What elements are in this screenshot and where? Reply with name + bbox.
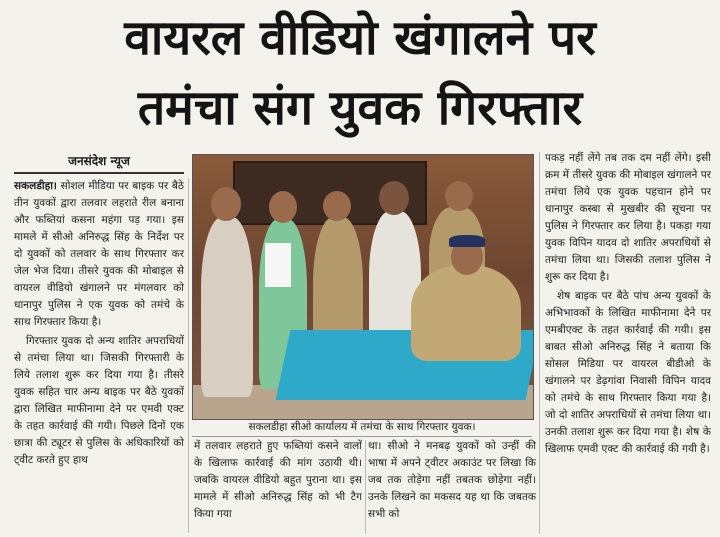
headline-line-2: तमंचा संग युवक गिरफ्तार bbox=[137, 80, 583, 136]
police-officer-1-head bbox=[323, 191, 351, 221]
officer-cap bbox=[449, 235, 485, 247]
paragraph-1-text: सोशल मीडिया पर बाइक पर बैठे तीन युवकों द्वारा तलवार लहराते रील बनाना और फब्तियां कसना महंगा पड़ गया। इस मामले में सीओ अनिरुद्ध सिंह के निर्देश पर दो युवकों को तलवार के साथ गिरफ्तार कर जेल भेज दिया। तीसरे युवक की मोबाइल से वायरल वीडियो खंगालने पर मंगलवार को धानापुर पुलिस ने एक युवक को तमंचे के साथ गिरफ्तार किया है। bbox=[14, 180, 184, 328]
column-2-text: में तलवार लहराते हुए फब्तियां कसने वालों के खिलाफ कार्रवाई की मांग उठायी थी। जबकि वायरल वीडियो बहुत पुराना था। इस मामले में सीओ अनिरुद्ध सिंह को भी टैग किया गया bbox=[194, 440, 362, 520]
seated-officer bbox=[411, 265, 521, 361]
column-divider bbox=[188, 178, 189, 533]
paper-sheet bbox=[265, 243, 291, 287]
dateline: सकलडीहा। bbox=[14, 180, 57, 192]
column-3-text: था। सीओ ने मनबढ़ युवकों को उन्हीं की भाषा में अपने ट्वीटर अकाउंट पर लिखा कि जब तक तोड़ेगा नहीं तबतक छोड़ेगा नहीं। उनके लिखने का मकसद यह था कि जबतक सभी को bbox=[368, 440, 536, 520]
article-column-3 bbox=[368, 438, 536, 534]
column-4-paragraph-2: शेष बाइक पर बैठे पांच अन्य युवकों के अभिभावकों के लिखित माफीनामा देने पर एमबीएक्ट के तहत कार्रवाई की गयी। इस बाबत सीओ अनिरुद्ध सिंह ने बताया कि सोसल मिडिया पर वायरल बीडीओ के खंगालने पर डेढ़गांवा निवासी विपिन यादव को तमंचे के साथ गिरफ्तार किया गया है। जो दो शातिर अपराधियों से तमंचा लिया था। उनकी तलाश शुरू कर दिया गया है। शेष के खिलाफ एमवी एक्ट की कार्रवाई की गयी है। bbox=[545, 290, 711, 455]
person-1-head bbox=[211, 187, 241, 221]
headline bbox=[0, 0, 720, 148]
paragraph-2: गिरफ्तार युवक दो अन्य शातिर अपराधियों से तमंचा लिया था। जिसकी गिरफ्तारी के लिये तलाश शुरू कर दिया गया है। तीसरे युवक सहित चार अन्य बाइक पर बैठे युवकों द्वारा लिखित माफीनामा देने पर एमवी एक्ट के तहत कार्रवाई की गयी। पिछले दिनों एक छात्रा की ट्यूटर से पुलिस के अधिकारियों को ट्वीट करते हुए हाथ bbox=[14, 335, 184, 466]
headline-line-1: वायरल वीडियो खंगालने पर bbox=[124, 10, 596, 66]
column-divider bbox=[365, 440, 366, 534]
column-divider bbox=[539, 152, 540, 534]
person-3-head bbox=[379, 181, 409, 215]
article-column-1 bbox=[14, 178, 184, 533]
article-column-4 bbox=[545, 150, 711, 534]
person-2-head bbox=[269, 191, 297, 223]
column-4-paragraph-1: पकड़ नहीं लेंगे तब तक दम नहीं लेंगे। इसी क्रम में तीसरे युवक की मोबाइल खंगालने पर तमंचा लिये एक युवक पहचान होने पर धानापुर कस्बा से मुखबीर की सूचना पर पुलिस ने गिरफ्तार कर लिया है। पकड़ा गया युवक विपिन यादव दो शातिर अपराधियों से तमंचा लिया था। जिसकी तलाश पुलिस ने शुरू कर दिया है। bbox=[545, 152, 711, 283]
news-photo bbox=[192, 154, 534, 420]
photo-caption: सकलडीहा सीओ कार्यालय में तमंचा के साथ गिरफ्तार युवक। bbox=[192, 418, 532, 437]
person-1 bbox=[201, 217, 253, 397]
paragraph-1 bbox=[14, 178, 184, 331]
byline: जनसंदेश न्यूज bbox=[14, 150, 184, 174]
article-column-2 bbox=[194, 438, 362, 534]
police-officer-2-head bbox=[445, 181, 473, 211]
